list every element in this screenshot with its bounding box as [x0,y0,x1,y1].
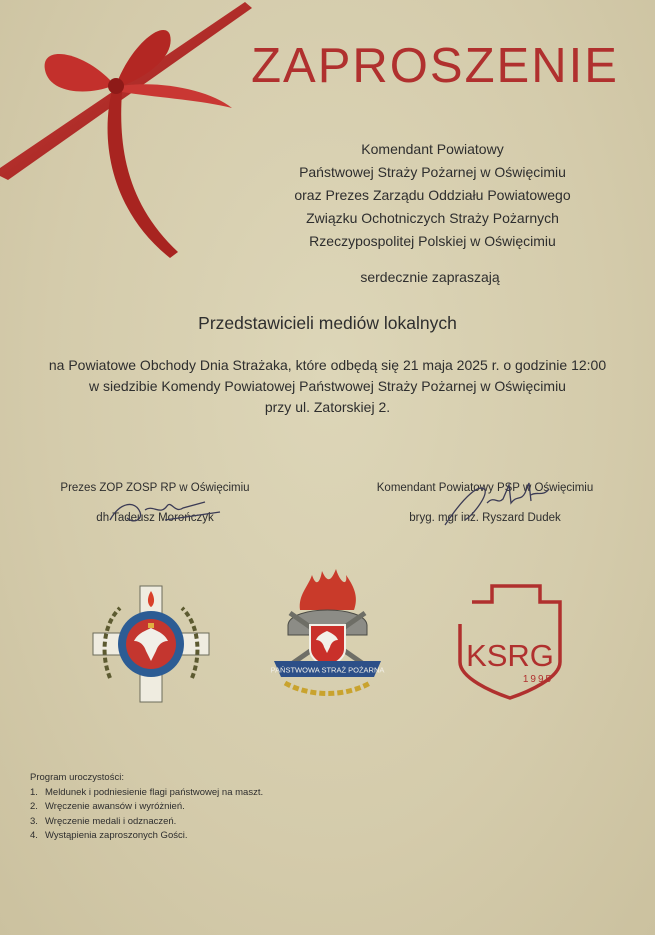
program-item [30,815,263,830]
signature-role: Komendant Powiatowy PSP w Oświęcimiu [376,482,594,494]
details-line: na Powiatowe Obchody Dnia Strażaka, które odbędą się 21 maja 2025 r. o godzinie 12:00 [48,357,607,373]
ksrg-logo-year: 1995 [522,674,554,685]
program-item-number: 2. [30,801,38,812]
program-item-text: Meldunek i podniesienie flagi państwowej na maszt. [45,786,264,798]
invite-verb: serdecznie zapraszają [360,269,500,285]
signature-right [355,482,615,524]
program-item [30,829,263,844]
signature-name: dh Tadeusz Morończyk [96,512,214,524]
event-details [0,355,655,418]
program-item-number: 4. [30,830,38,841]
signature-role: Prezes ZOP ZOSP RP w Oświęcimiu [60,482,250,494]
program-item [30,800,263,815]
program-item [30,786,263,801]
program-list [30,786,263,844]
host-line: Związku Ochotniczych Straży Pożarnych [306,210,559,226]
ksrg-logo [452,582,568,700]
hosts-block [220,138,645,253]
zosp-rp-emblem-logo [90,583,212,705]
program-item-text: Wręczenie medali i odznaczeń. [45,815,177,827]
recipient-line: Przedstawicieli mediów lokalnych [198,313,457,333]
details-line: przy ul. Zatorskiej 2. [264,399,391,415]
program-item-number: 1. [30,786,38,798]
psp-banner-text: PAŃSTWOWA STRAŻ POŻARNA [270,665,385,675]
psp-emblem-logo [270,565,385,700]
host-line: Państwowej Straży Pożarnej w Oświęcimiu [299,164,566,180]
host-line: oraz Prezes Zarządu Oddziału Powiatowego [294,187,571,203]
signature-left [40,482,270,524]
program-item-number: 3. [30,815,38,827]
document-title: ZAPROSZENIE [251,39,619,93]
host-line: Komendant Powiatowy [361,141,504,157]
signature-name: bryg. mgr inż. Ryszard Dudek [409,512,561,524]
program-item-text: Wręczenie awansów i wyróżnień. [45,801,185,812]
program-item-text: Wystąpienia zaproszonych Gości. [45,830,188,841]
host-line: Rzeczypospolitej Polskiej w Oświęcimiu [309,233,556,249]
ksrg-logo-text: KSRG [466,638,554,673]
program-heading: Program uroczystości: [30,772,124,783]
ceremony-program [30,771,263,844]
details-line: w siedzibie Komendy Powiatowej Państwowej Straży Pożarnej w Oświęcimiu [89,378,566,394]
